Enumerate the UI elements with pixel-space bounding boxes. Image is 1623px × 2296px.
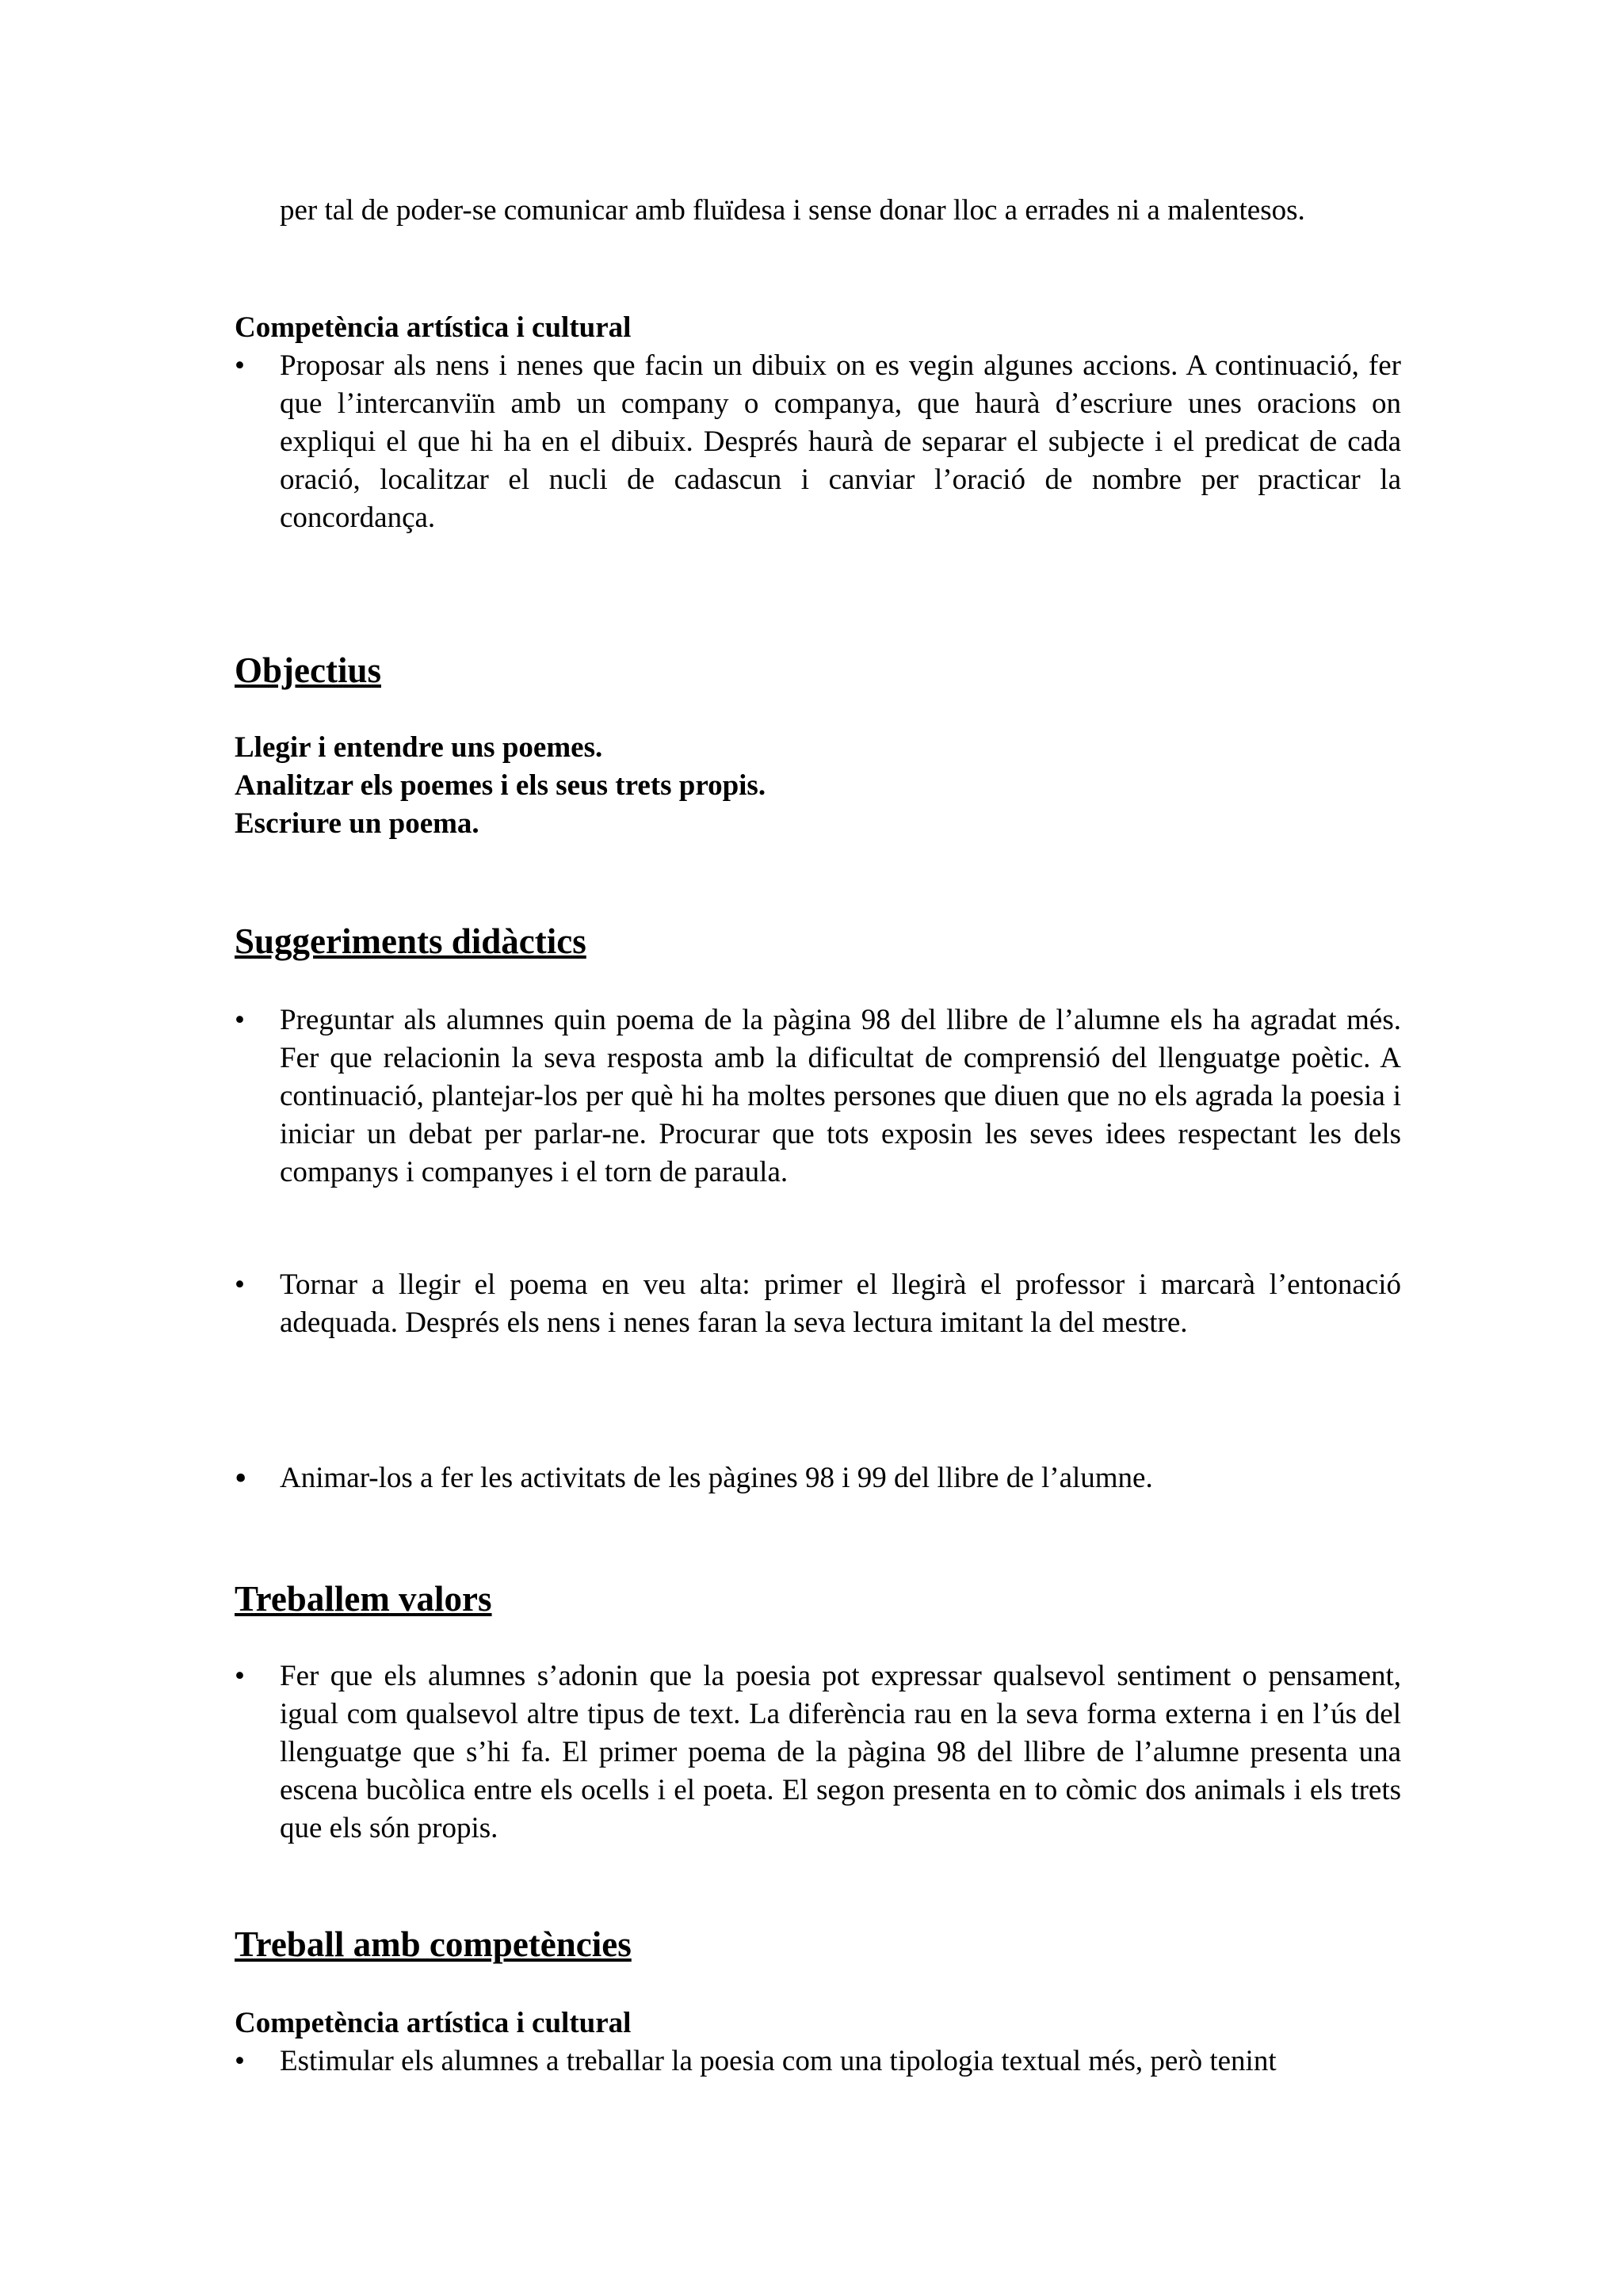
- section1-bullet: [235, 347, 1401, 537]
- bullet-mark: •: [235, 2045, 245, 2077]
- competencies-bullet: [235, 2042, 1401, 2081]
- competencies-bullet-text: Estimular els alumnes a treballar la poesia com una tipologia textual més, però tenint: [280, 2045, 1277, 2077]
- section1-bullet-text: Proposar als nens i nenes que facin un dibuix on es vegin algunes accions. A continuació, fer que l’intercanviïn amb un company o companya, que haurà d’escriure unes oracions on expliqui el que hi ha en el dibuix. Després haurà de separar el subjecte i el predicat de cada oració, localitzar el nucli de cadascun i canviar l’oració de nombre per practicar la concordança.: [280, 349, 1401, 534]
- suggeriments-heading: Suggeriments didàctics: [235, 921, 586, 961]
- objectiu-item: Llegir i entendre uns poemes.: [235, 731, 603, 764]
- objectius-heading: Objectius: [235, 650, 381, 690]
- suggeriments-bullet: [235, 1459, 1401, 1497]
- bullet-mark: •: [235, 1660, 245, 1692]
- valors-heading: Treballem valors: [235, 1579, 492, 1619]
- competencies-subheading: Competència artística i cultural: [235, 2007, 632, 2039]
- bullet-mark: •: [235, 1268, 245, 1301]
- suggeriments-bullet-text: Tornar a llegir el poema en veu alta: primer el llegirà el professor i marcarà l’entonació adequada. Després els nens i nenes faran la seva lectura imitant la del mestre.: [280, 1268, 1401, 1339]
- section1-subheading: Competència artística i cultural: [235, 311, 632, 344]
- bullet-mark: •: [235, 349, 245, 382]
- bullet-mark: •: [235, 1004, 245, 1036]
- objectius-list: [235, 729, 1401, 843]
- suggeriments-bullet-text: Animar-los a fer les activitats de les pàgines 98 i 99 del llibre de l’alumne.: [280, 1462, 1153, 1494]
- objectiu-item: Escriure un poema.: [235, 807, 479, 840]
- valors-bullet: [235, 1657, 1401, 1848]
- intro-continuation-paragraph: per tal de poder-se comunicar amb fluïdesa i sense donar lloc a errades ni a malentesos.: [280, 194, 1305, 227]
- valors-bullet-text: Fer que els alumnes s’adonin que la poesia pot expressar qualsevol sentiment o pensament, igual com qualsevol altre tipus de text. La diferència rau en la seva forma externa i en l’ús del llenguatge que s’hi fa. El primer poema de la pàgina 98 del llibre de l’alumne presenta una escena bucòlica entre els ocells i el poeta. El segon presenta en to còmic dos animals i els trets que els són propis.: [280, 1660, 1401, 1844]
- competencies-heading: Treball amb competències: [235, 1924, 632, 1964]
- suggeriments-bullet: [235, 1266, 1401, 1342]
- suggeriments-bullet-text: Preguntar als alumnes quin poema de la pàgina 98 del llibre de l’alumne els ha agradat més. Fer que relacionin la seva resposta amb la dificultat de comprensió del llenguatge poètic. A continuació, plantejar-los per què hi ha moltes persones que diuen que no els agrada la poesia i iniciar un debat per parlar-ne. Procurar que tots exposin les seves idees respectant les dels companys i companyes i el torn de paraula.: [280, 1004, 1401, 1188]
- bullet-mark: •: [235, 1459, 247, 1497]
- suggeriments-bullet: [235, 1001, 1401, 1192]
- objectiu-item: Analitzar els poemes i els seus trets propis.: [235, 769, 766, 802]
